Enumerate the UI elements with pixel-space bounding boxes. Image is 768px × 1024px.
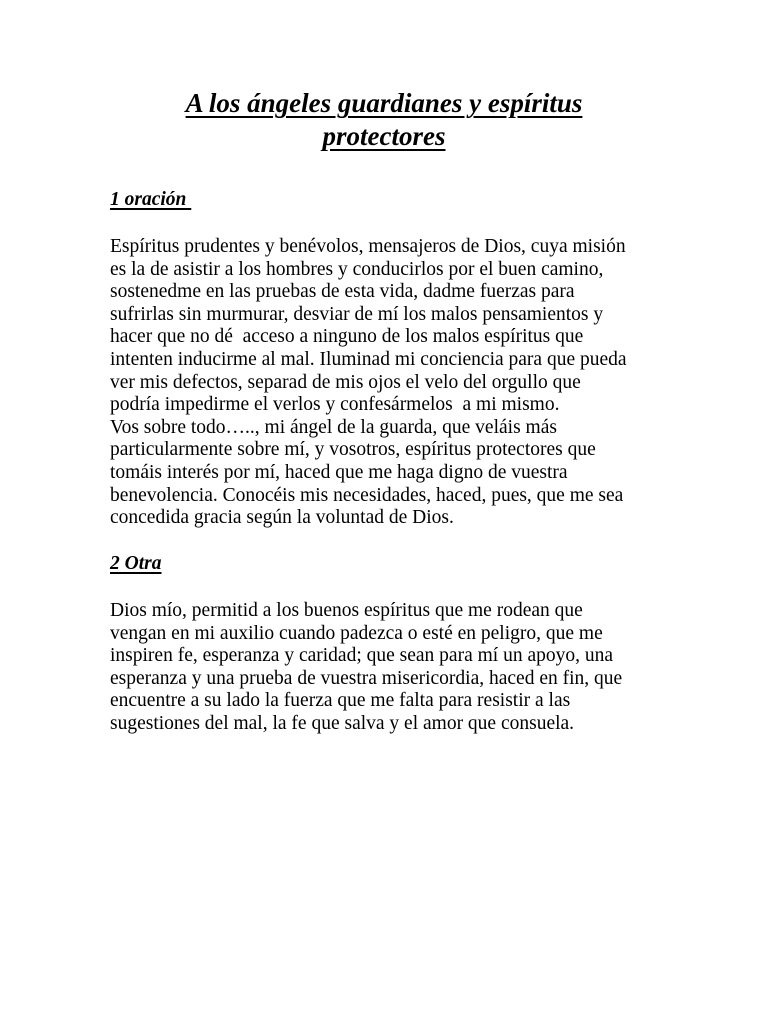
text-line: es la de asistir a los hombres y conducirlos por el buen camino, [110, 258, 604, 280]
section-heading-1: 1 oración [110, 189, 192, 210]
text-line: ver mis defectos, separad de mis ojos el velo del orgullo que [110, 371, 581, 393]
text-line: sugestiones del mal, la fe que salva y el amor que consuela. [110, 712, 575, 734]
section-heading-2: 2 Otra [110, 553, 162, 574]
text-line: hacer que no dé acceso a ninguno de los malos espíritus que [110, 326, 584, 348]
title-line: protectores [322, 121, 446, 151]
text-line: podría impedirme el verlos y confesármelos a mi mismo. [110, 394, 560, 416]
text-line: particularmente sobre mí, y vosotros, espíritus protectores que [110, 439, 596, 461]
text-line: sostenedme en las pruebas de esta vida, dadme fuerzas para [110, 281, 575, 303]
text-line: vengan en mi auxilio cuando padezca o esté en peligro, que me [110, 622, 603, 644]
text-line: tomáis interés por mí, haced que me haga digno de vuestra [110, 461, 568, 483]
text-line: sufrirlas sin murmurar, desviar de mí los malos pensamientos y [110, 303, 604, 325]
text-line: esperanza y una prueba de vuestra misericordia, haced en fin, que [110, 667, 623, 689]
text-line: concedida gracia según la voluntad de Dios. [110, 507, 454, 529]
text-line: encuentre a su lado la fuerza que me falta para resistir a las [110, 690, 571, 712]
text-line: intenten inducirme al mal. Iluminad mi conciencia para que pueda [110, 348, 627, 370]
text-line: Dios mío, permitid a los buenos espíritus que me rodean que [110, 600, 583, 621]
text-line: Espíritus prudentes y benévolos, mensajeros de Dios, cuya misión [110, 236, 626, 257]
text-line: Vos sobre todo….., mi ángel de la guarda, que veláis más [110, 416, 557, 438]
title-line: A los ángeles guardianes y espíritus [185, 88, 583, 118]
page-title [0, 87, 768, 153]
section-1-paragraph [110, 236, 670, 530]
text-line: inspiren fe, esperanza y caridad; que sean para mí un apoyo, una [110, 645, 614, 667]
text-line: benevolencia. Conocéis mis necesidades, haced, pues, que me sea [110, 484, 624, 506]
section-2-paragraph [110, 600, 670, 736]
